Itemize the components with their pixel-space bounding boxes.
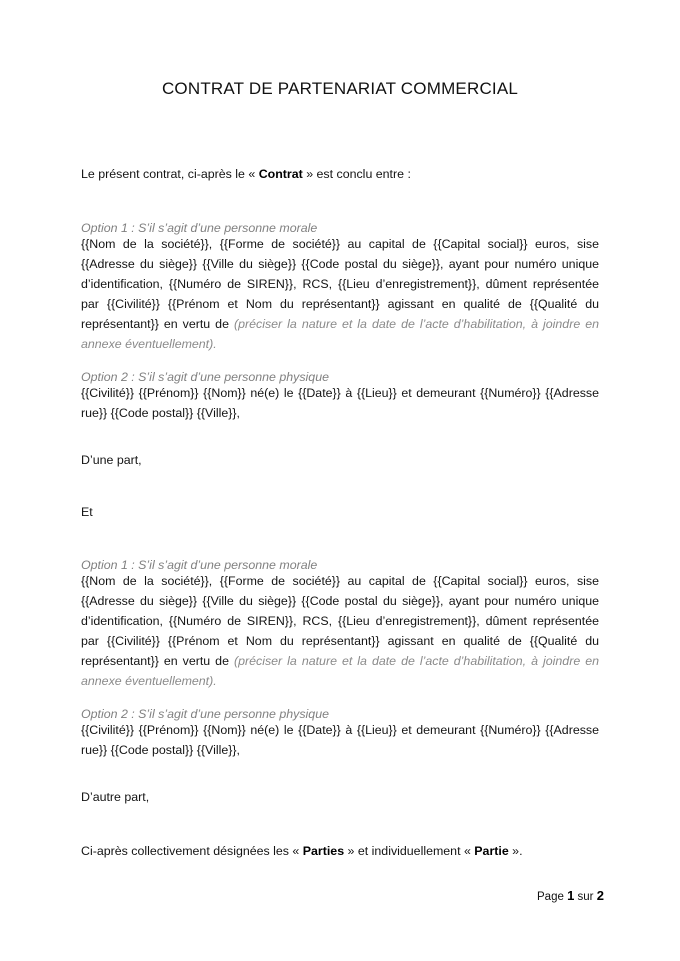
party2-option1-hint: (préciser la nature et la date de l’acte d’habilitation, à joindre en annexe éventuellement). <box>81 654 599 688</box>
party1-option1-paragraph <box>81 234 599 354</box>
party2-option1-paragraph <box>81 571 599 691</box>
collective-text-middle: » et individuellement « <box>344 844 475 858</box>
party2-option2-label: Option 2 : S’il s’agit d’une personne physique <box>81 707 329 721</box>
document-title: CONTRAT DE PARTENARIAT COMMERCIAL <box>161 79 519 98</box>
collective-bold-partie: Partie <box>474 844 509 858</box>
party1-option2-label: Option 2 : S’il s’agit d’une personne physique <box>81 370 329 384</box>
party2-option1-text: {{Nom de la société}}, {{Forme de société}} au capital de {{Capital social}} euros, sise {{Adresse du siège}} {{Ville du siège}} {{Code postal du siège}}, ayant pour numéro unique d’identification, {{Numéro de SIREN}}, RCS, {{Lieu d’enregistrement}}, dûment représentée par {{Civilité}} {{Prénom et Nom du représentant}} agissant en qualité de {{Qualité du représentant}} en vertu de <box>81 574 599 668</box>
party2-option1-label: Option 1 : S’il s’agit d’une personne morale <box>81 558 318 572</box>
footer-page-word: Page <box>537 891 564 903</box>
collective-text-after: ». <box>508 844 523 858</box>
intro-paragraph <box>81 164 599 184</box>
party1-option1-label: Option 1 : S’il s’agit d’une personne morale <box>81 221 318 235</box>
party1-option1-hint: (préciser la nature et la date de l’acte d’habilitation, à joindre en annexe éventuellement). <box>81 317 599 351</box>
footer-page-number: 1 <box>567 888 575 903</box>
party1-option2-paragraph: {{Civilité}} {{Prénom}} {{Nom}} né(e) le {{Date}} à {{Lieu}} et demeurant {{Numéro}} {{Adresse rue}} {{Code postal}} {{Ville}}, <box>81 386 599 420</box>
party2-option2-paragraph: {{Civilité}} {{Prénom}} {{Nom}} né(e) le {{Date}} à {{Lieu}} et demeurant {{Numéro}} {{Adresse rue}} {{Code postal}} {{Ville}}, <box>81 723 599 757</box>
intro-text-before: Le présent contrat, ci-après le « <box>81 167 259 181</box>
collective-text-before: Ci-après collectivement désignées les « <box>81 844 303 858</box>
footer-page-total: 2 <box>596 888 604 903</box>
intro-bold-term: Contrat <box>258 167 303 181</box>
and-separator: Et <box>81 505 93 519</box>
party2-closing: D’autre part, <box>81 790 150 804</box>
intro-text-after: » est conclu entre : <box>302 167 411 181</box>
party1-option1-text: {{Nom de la société}}, {{Forme de société}} au capital de {{Capital social}} euros, sise {{Adresse du siège}} {{Ville du siège}} {{Code postal du siège}}, ayant pour numéro unique d’identification, {{Numéro de SIREN}}, RCS, {{Lieu d’enregistrement}}, dûment représentée par {{Civilité}} {{Prénom et Nom du représentant}} agissant en qualité de {{Qualité du représentant}} en vertu de <box>81 237 599 331</box>
footer-of-word: sur <box>577 891 594 903</box>
collective-paragraph <box>81 841 599 861</box>
page-number-footer <box>537 888 604 903</box>
party1-closing: D’une part, <box>81 453 142 467</box>
collective-bold-parties: Parties <box>302 844 345 858</box>
